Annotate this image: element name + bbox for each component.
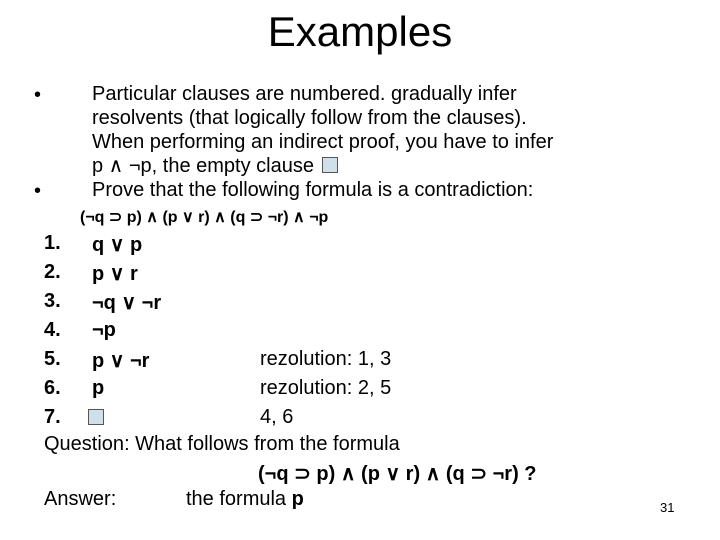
step-expression: ¬q ∨ ¬r (92, 292, 162, 314)
answer-bold: p (291, 488, 304, 510)
answer-text: the formula (186, 488, 292, 510)
page-number: 31 (660, 500, 675, 515)
step-number: 2. (44, 261, 61, 283)
bullet-line: Prove that the following formula is a contradiction: (92, 179, 534, 201)
question (44, 433, 400, 456)
step-number: 4. (44, 319, 61, 341)
step-expression: p (92, 377, 105, 399)
step-number: 5. (44, 348, 61, 370)
step-number: 6. (44, 377, 61, 399)
step-justification: 4, 6 (260, 406, 294, 428)
step-number: 3. (44, 290, 61, 312)
question-label: Question (44, 433, 125, 455)
bullet-line: When performing an indirect proof, you have to infer (92, 131, 554, 153)
bullet-marker: • (34, 84, 42, 106)
answer-label: Answer: (44, 488, 117, 510)
bullet-line: resolvents (that logically follow from the clauses). (92, 107, 527, 129)
bullet-line-text: p ∧ ¬p, the empty clause (92, 155, 314, 177)
step-expression: ¬p (92, 319, 116, 341)
bullet-line (92, 154, 553, 178)
question-text: : What follows from the formula (124, 433, 400, 455)
formula: (¬q ⊃ p) ∧ (p ∨ r) ∧ (q ⊃ ¬r) ∧ ¬p (80, 209, 329, 226)
step-expression: p ∨ r (92, 263, 138, 285)
answer (186, 488, 304, 511)
slide-title: Examples (267, 8, 453, 55)
bullet-text (92, 82, 553, 178)
step-expression: q ∨ p (92, 234, 143, 256)
bullet-line: Particular clauses are numbered. gradually infer (92, 83, 517, 105)
step-expression: p ∨ ¬r (92, 350, 150, 372)
step-number: 7. (44, 406, 61, 428)
step-justification: rezolution: 2, 5 (260, 377, 392, 399)
empty-clause-box-icon (322, 157, 338, 173)
bullet-marker: • (34, 180, 42, 202)
empty-clause-box-icon (88, 409, 104, 425)
step-number: 1. (44, 232, 61, 254)
question-formula: (¬q ⊃ p) ∧ (p ∨ r) ∧ (q ⊃ ¬r) ? (258, 463, 537, 485)
step-justification: rezolution: 1, 3 (260, 348, 392, 370)
